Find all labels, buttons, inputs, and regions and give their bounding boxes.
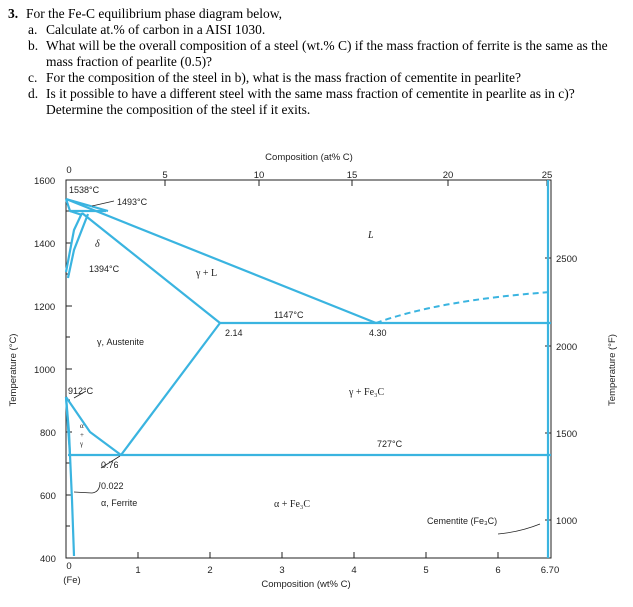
right-axis-title: Temperature (°F) (607, 334, 618, 406)
bottom-tick-label: 5 (423, 565, 429, 576)
part-label: c. (28, 70, 38, 85)
right-tick-label: 1000 (556, 516, 578, 527)
left-tick-label: 800 (40, 428, 56, 439)
bottom-tick-label: 6 (495, 565, 501, 576)
left-tick-label: 1000 (34, 365, 56, 376)
phase-gamma-liquid: γ + L (196, 268, 218, 279)
leader-lines (74, 201, 540, 534)
part-text: What will be the overall composition of a steel (wt.% C) if the mass fraction of ferrite is the same as the mass fraction of pearlite (0.5)? (46, 38, 608, 69)
phase-liquid: L (368, 230, 374, 241)
phase-alpha-cementite: α + Fe₃C (274, 499, 311, 510)
label-1538: 1538°C (69, 185, 100, 195)
fe-origin-note: (Fe) (63, 575, 81, 586)
phase-cementite: Cementite (Fe₃C) (427, 516, 498, 526)
part-label: b. (28, 38, 39, 53)
bottom-tick-label: 0 (66, 561, 72, 572)
part-text: Calculate at.% of carbon in a AISI 1030. (46, 22, 266, 37)
left-tick-label: 400 (40, 554, 56, 565)
phase-ferrite: α, Ferrite (101, 498, 138, 508)
bottom-ticks (138, 552, 498, 558)
left-axis-title: Temperature (°C) (8, 333, 19, 407)
bottom-tick-label: 1 (135, 565, 141, 576)
top-tick-label: 15 (346, 170, 358, 181)
liquidus (66, 199, 376, 323)
top-tick-label: 10 (253, 170, 265, 181)
part-label: d. (28, 86, 39, 101)
label-1394: 1394°C (89, 264, 120, 274)
part-text: For the composition of the steel in b), what is the mass fraction of cementite in pearlite? (46, 70, 521, 85)
part-label: a. (28, 22, 38, 37)
top-tick-label: 5 (162, 170, 168, 181)
left-tick-label: 1400 (34, 239, 56, 250)
label-1147: 1147°C (274, 310, 304, 320)
question-intro: For the Fe-C equilibrium phase diagram below, (26, 6, 282, 21)
bottom-tick-label: 2 (207, 565, 213, 576)
left-tick-labels (34, 176, 56, 565)
phase-plus-small: + (80, 431, 84, 439)
bottom-tick-label: 3 (279, 565, 285, 576)
a3-line (66, 397, 121, 455)
top-axis-title: Composition (at% C) (265, 152, 353, 163)
label-214: 2.14 (225, 328, 243, 338)
left-tick-label: 1200 (34, 302, 56, 313)
label-076: 0.76 (101, 460, 119, 470)
label-430: 4.30 (369, 328, 387, 338)
label-1493: 1493°C (117, 197, 148, 207)
right-tick-labels (556, 254, 577, 527)
right-tick-label: 2500 (556, 254, 578, 265)
bottom-tick-label: 6.70 (540, 565, 560, 576)
top-tick-labels (66, 165, 552, 181)
left-tick-label: 600 (40, 491, 56, 502)
bottom-tick-label: 4 (351, 565, 357, 576)
phase-alpha-small: α (80, 422, 84, 430)
phase-gamma-small: γ (80, 440, 84, 448)
right-tick-label: 2000 (556, 342, 578, 353)
phase-gamma-cementite: γ + Fe₃C (349, 387, 385, 398)
left-tick-label: 1600 (34, 176, 56, 187)
top-tick-label: 25 (541, 170, 553, 181)
question-number: 3. (8, 6, 19, 21)
phase-labels (79, 230, 497, 526)
phase-delta: δ (95, 239, 100, 250)
label-727: 727°C (377, 439, 403, 449)
label-912: 912°C (68, 386, 94, 396)
right-tick-label: 1500 (556, 429, 578, 440)
label-0022: 0.022 (101, 481, 124, 491)
bottom-axis-title: Composition (wt% C) (261, 579, 351, 590)
top-tick-label: 20 (442, 170, 454, 181)
phase-austenite: γ, Austenite (97, 337, 145, 347)
top-tick-label: 0 (66, 165, 72, 176)
bottom-tick-labels (66, 561, 559, 576)
dashed-liquidus (376, 292, 551, 323)
top-ticks (66, 180, 547, 186)
part-text: Is it possible to have a different steel with the same mass fraction of cementite in pearlite as in c)? Determine the composition of the steel if it exits. (46, 86, 575, 117)
